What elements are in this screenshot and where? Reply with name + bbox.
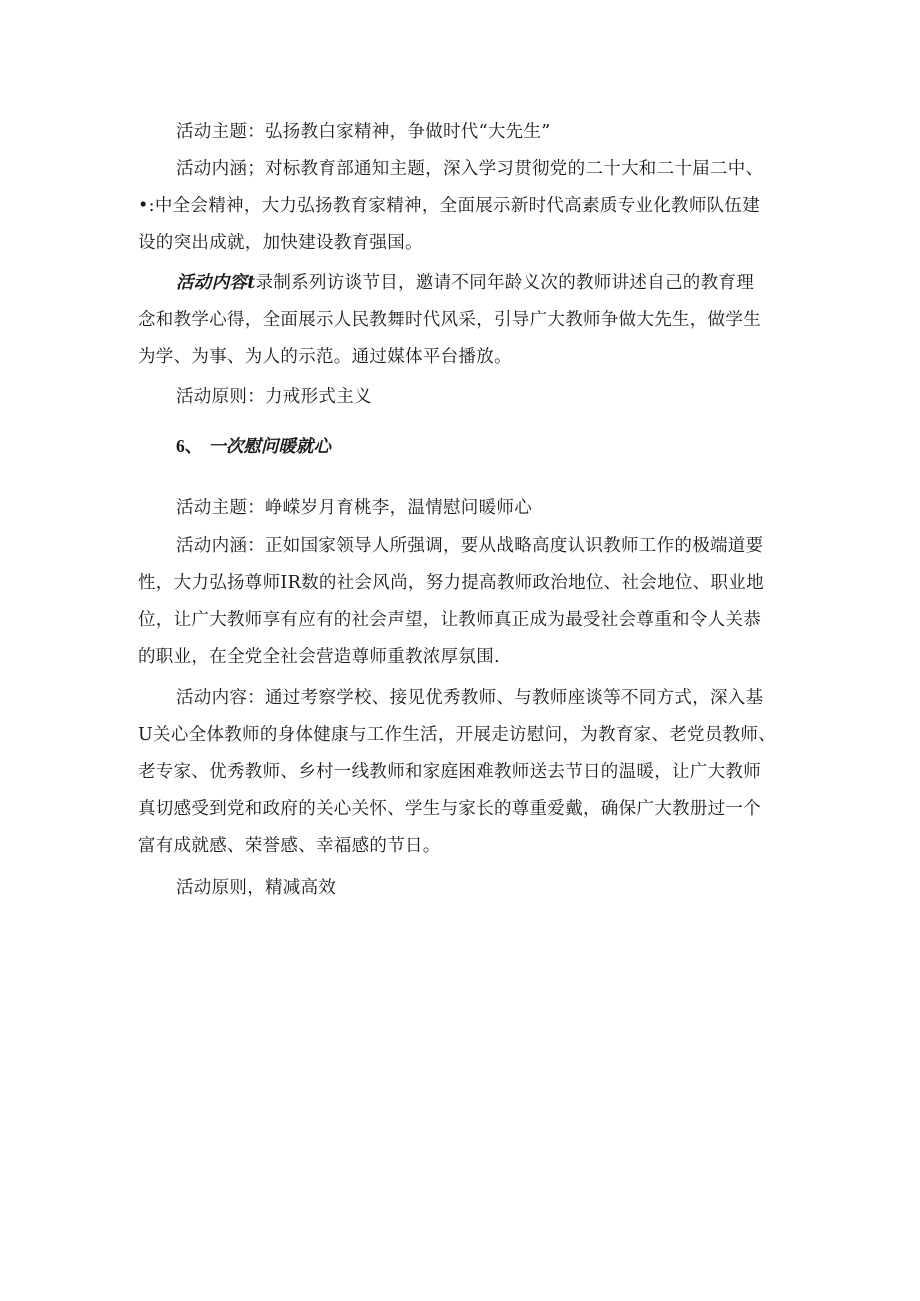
section5-theme-block	[138, 114, 788, 151]
section6-principle-block	[138, 870, 788, 907]
section5-connotation-line: 设的突出成就，加快建设教育强国。	[138, 233, 423, 253]
section6-content-line: 富有成就感、荣誉感、幸福感的节日。	[138, 836, 441, 856]
section6-theme-block	[138, 490, 788, 527]
section5-theme: 活动主题：弘扬教白家精神，争做时代“大先生”	[176, 122, 551, 142]
section6-number: 6、	[176, 436, 203, 456]
section6-content-line: 老专家、优秀教师、乡村一线教师和家庭困难教师送去节日的温暖，让广大教师	[138, 762, 761, 782]
section6-content-line: 真切感受到党和政府的关心关怀、学生与家长的尊重爱戴，确保广大教册过一个	[138, 799, 761, 819]
section6-content-block	[138, 680, 788, 865]
section6-theme: 活动主题：峥嵘岁月育桃李，温情慰问暖师心	[176, 498, 532, 518]
section6-content-line: U关心全体教师的身体健康与工作生活，开展走访慰问，为教育家、老党员教师、	[138, 725, 777, 745]
section5-connotation-line: 活动内涵；对标教育部通知主题，深入学习贯彻党的二十大和二十届二中、	[176, 159, 764, 179]
section5-content-line: 念和教学心得，全面展示人民教舞时代风采，引导广大教师争做大先生，做学生	[138, 310, 761, 330]
section5-content-line: 为学、为事、为人的示范。通过媒体平台播放。	[138, 347, 512, 367]
section6-content-line: 活动内容：通过考察学校、接见优秀教师、与教师座谈等不同方式，深入基	[176, 688, 764, 708]
section5-connotation-block	[138, 151, 788, 262]
section6-connotation-block	[138, 528, 788, 676]
section6-connotation-line: 位，让广大教师享有应有的社会声望，让教师真正成为最受社会尊重和令人关恭	[138, 610, 761, 630]
section5-content-label: 活动内容t	[176, 273, 256, 293]
section6-principle: 活动原则，精减高效	[176, 878, 337, 898]
section5-content-first-line	[138, 265, 788, 302]
section5-connotation-line: •:中全会精神，大力弘扬教育家精神，全面展示新时代高素质专业化教师队伍建	[138, 196, 761, 216]
section6-title: 一次慰问暖就心	[208, 437, 331, 457]
section6-connotation-line: 活动内涵：正如国家领导人所强调，要从战略高度认识教师工作的极端道要	[176, 536, 764, 556]
section5-content-line: 录制系列访谈节目，邀请不同年龄义次的教师讲述自己的教育理	[255, 273, 754, 293]
section5-principle-block	[138, 379, 788, 416]
section5-principle: 活动原则：力戒形式主义	[176, 387, 372, 407]
section5-content-block	[138, 265, 788, 376]
section6-connotation-line: 性，大力弘扬尊师IR数的社会风尚，努力提高教师政治地位、社会地位、职业地	[138, 573, 764, 593]
section6-heading	[176, 428, 331, 466]
section6-connotation-line: 的职业，在全党全社会营造尊师重教浓厚氛围.	[138, 647, 500, 667]
